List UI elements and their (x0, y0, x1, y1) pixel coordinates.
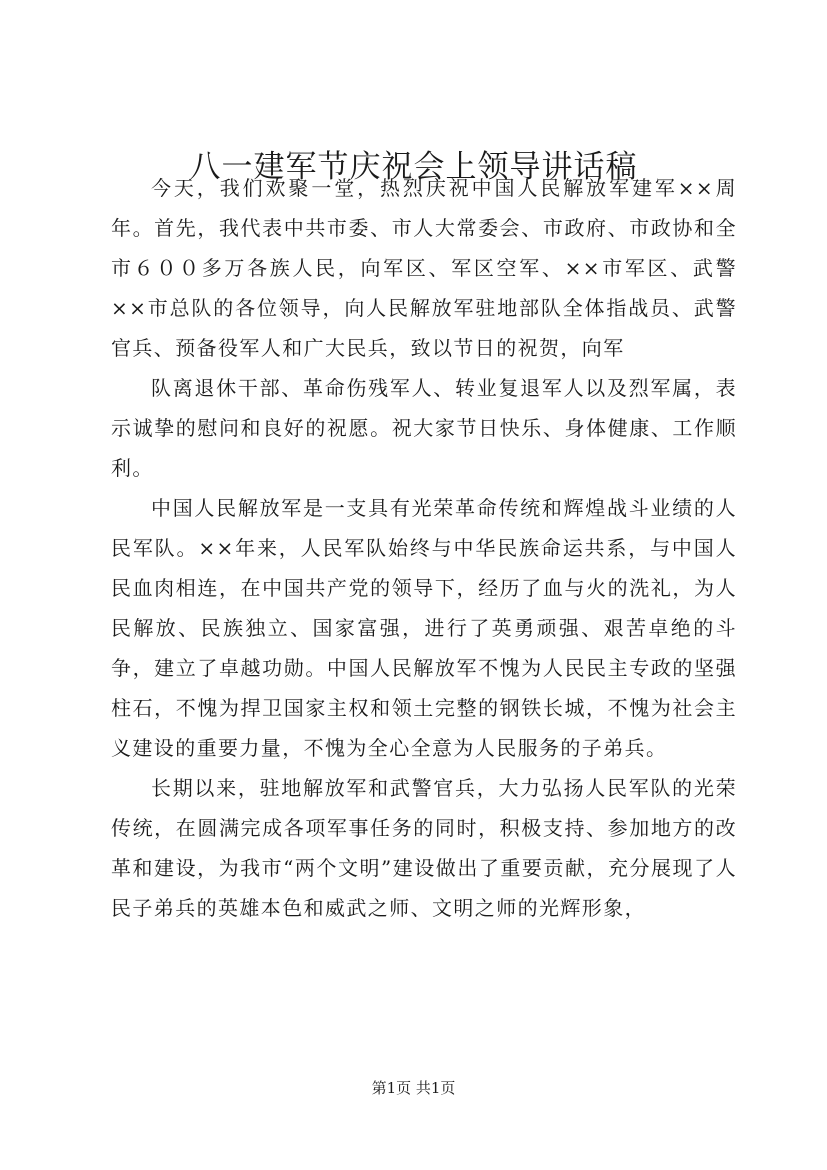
page-title: 八一建军节庆祝会上领导讲话稿 (189, 149, 638, 185)
paragraph-1: 今天，我们欢聚一堂，热烈庆祝中国人民解放军建军××周年。首先，我代表中共市委、市人大常委会、市政府、市政协和全市６００多万各族人民，向军区、军区空军、××市军区、武警××市总队的各位领导，向人民解放军驻地部队全体指战员、武警官兵、预备役军人和广大民兵，致以节日的祝贺，向军 (111, 176, 737, 360)
paragraph-3: 中国人民解放军是一支具有光荣革命传统和辉煌战斗业绩的人民军队。××年来，人民军队始终与中华民族命运共系，与中国人民血肉相连，在中国共产党的领导下，经历了血与火的洗礼，为人民解放、民族独立、国家富强，进行了英勇顽强、艰苦卓绝的斗争，建立了卓越功勋。中国人民解放军不愧为人民民主专政的坚强柱石，不愧为捍卫国家主权和领土完整的钢铁长城，不愧为社会主义建设的重要力量，不愧为全心全意为人民服务的子弟兵。 (111, 496, 737, 760)
paragraph-2: 队离退休干部、革命伤残军人、转业复退军人以及烈军属，表示诚挚的慰问和良好的祝愿。祝大家节日快乐、身体健康、工作顺利。 (111, 376, 737, 480)
document-body (111, 168, 737, 928)
paragraph-4: 长期以来，驻地解放军和武警官兵，大力弘扬人民军队的光荣传统，在圆满完成各项军事任务的同时，积极支持、参加地方的改革和建设，为我市“两个文明”建设做出了重要贡献，充分展现了人民子弟兵的英雄本色和威武之师、文明之师的光辉形象， (111, 776, 737, 920)
page-footer (0, 1078, 827, 1098)
page-number-label: 第1页 共1页 (371, 1079, 456, 1097)
